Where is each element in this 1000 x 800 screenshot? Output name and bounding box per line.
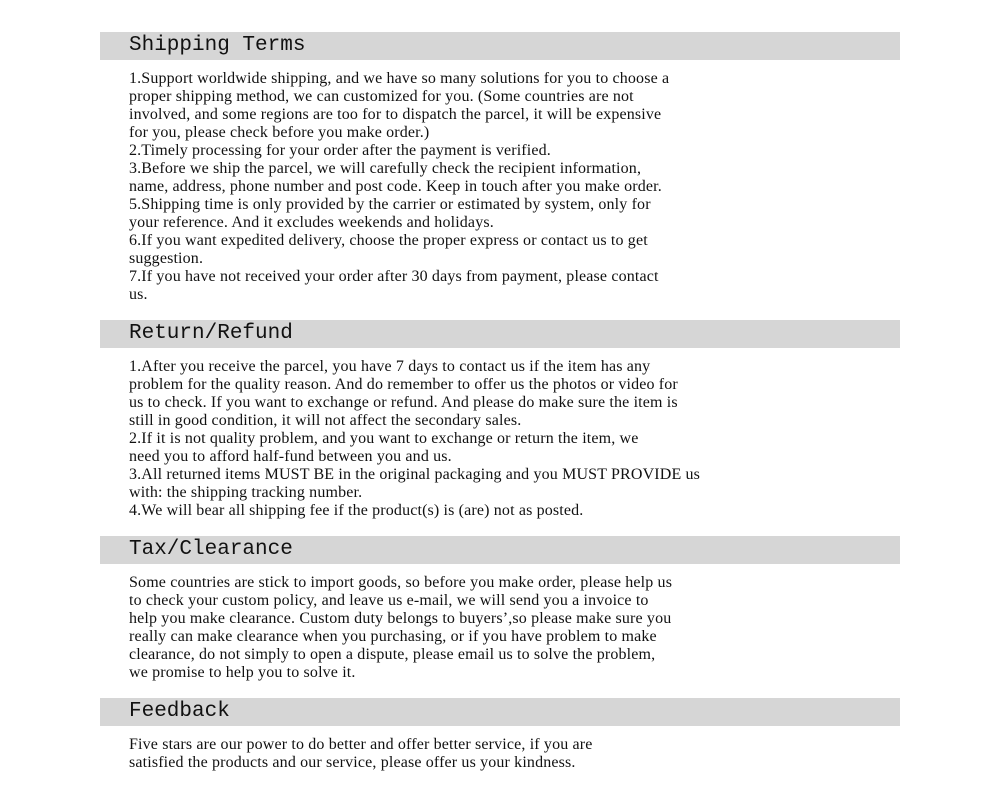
section-header-shipping-terms: Shipping Terms: [100, 32, 900, 60]
text-line: 2.If it is not quality problem, and you want to exchange or return the item, we: [129, 430, 639, 447]
text-line: clearance, do not simply to open a dispute, please email us to solve the problem,: [129, 646, 656, 663]
text-line: Five stars are our power to do better and offer better service, if you are: [129, 736, 593, 753]
text-line: 1.After you receive the parcel, you have 7 days to contact us if the item has any: [129, 358, 651, 375]
text-line: still in good condition, it will not affect the secondary sales.: [129, 412, 522, 429]
section-body-feedback: [129, 736, 900, 772]
text-line: 1.Support worldwide shipping, and we have so many solutions for you to choose a: [129, 70, 670, 87]
text-line: satisfied the products and our service, please offer us your kindness.: [129, 754, 576, 771]
text-line: need you to afford half-fund between you and us.: [129, 448, 452, 465]
section-body-return-refund: [129, 358, 900, 520]
text-line: us to check. If you want to exchange or refund. And please do make sure the item is: [129, 394, 678, 411]
text-line: we promise to help you to solve it.: [129, 664, 356, 681]
text-line: for you, please check before you make order.): [129, 124, 430, 141]
text-line: your reference. And it excludes weekends and holidays.: [129, 214, 494, 231]
text-line: 4.We will bear all shipping fee if the product(s) is (are) not as posted.: [129, 502, 584, 519]
section-header-tax-clearance: Tax/Clearance: [100, 536, 900, 564]
text-line: 2.Timely processing for your order after the payment is verified.: [129, 142, 551, 159]
section-body-shipping-terms: [129, 70, 900, 304]
text-line: really can make clearance when you purchasing, or if you have problem to make: [129, 628, 657, 645]
text-line: 3.Before we ship the parcel, we will carefully check the recipient information,: [129, 160, 642, 177]
text-line: to check your custom policy, and leave us e-mail, we will send you a invoice to: [129, 592, 649, 609]
text-line: proper shipping method, we can customized for you. (Some countries are not: [129, 88, 634, 105]
text-line: suggestion.: [129, 250, 204, 267]
text-line: us.: [129, 286, 148, 303]
section-header-return-refund: Return/Refund: [100, 320, 900, 348]
text-line: 3.All returned items MUST BE in the original packaging and you MUST PROVIDE us: [129, 466, 701, 483]
text-line: 7.If you have not received your order after 30 days from payment, please contact: [129, 268, 659, 285]
text-line: Some countries are stick to import goods, so before you make order, please help us: [129, 574, 673, 591]
text-line: help you make clearance. Custom duty belongs to buyers’,so please make sure you: [129, 610, 672, 627]
text-line: 6.If you want expedited delivery, choose the proper express or contact us to get: [129, 232, 648, 249]
section-header-feedback: Feedback: [100, 698, 900, 726]
text-line: 5.Shipping time is only provided by the carrier or estimated by system, only for: [129, 196, 651, 213]
section-body-tax-clearance: [129, 574, 900, 682]
text-line: with: the shipping tracking number.: [129, 484, 363, 501]
text-line: problem for the quality reason. And do remember to offer us the photos or video for: [129, 376, 678, 393]
text-line: involved, and some regions are too for to dispatch the parcel, it will be expensive: [129, 106, 662, 123]
text-line: name, address, phone number and post code. Keep in touch after you make order.: [129, 178, 662, 195]
